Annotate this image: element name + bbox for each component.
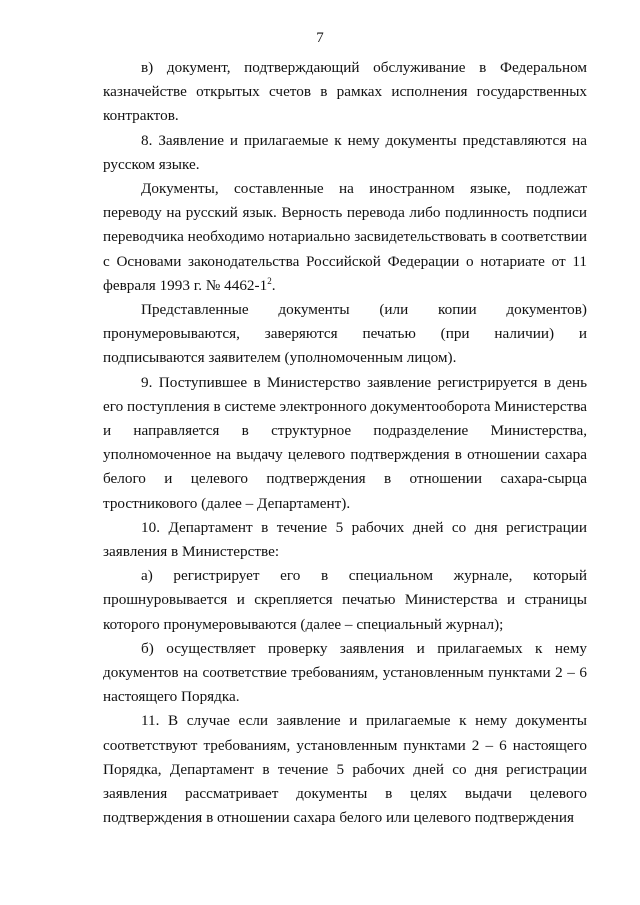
paragraph-8-language: 8. Заявление и прилагаемые к нему документы представляются на русском языке.: [103, 131, 587, 173]
paragraph-11-review: 11. В случае если заявление и прилагаемые к нему документы соответствуют требованиям, установленным пунктами 2 – 6 настоящего Порядка, Департамент в течение 5 рабочих дней со дня регистрации заявления рассматривает документы в целях выдачи целевого подтверждения в отношении сахара белого или целевого подтверждения: [103, 712, 587, 827]
paragraph-translation-text: Документы, составленные на иностранном языке, подлежат переводу на русский язык. Верность перевода либо подлинность подписи переводчика необходимо нотариально засвидетельствовать в соответствии с Основами законодательства Российской Федерации о нотариате от 11 февраля 1993 г. № 4462-1: [103, 180, 587, 294]
paragraph-translation: [103, 177, 587, 298]
paragraph-v-document: в) документ, подтверждающий обслуживание в Федеральном казначействе открытых счетов в рамках исполнения государственных контрактов.: [103, 59, 587, 125]
document-body: [103, 56, 587, 831]
paragraph-10-department: 10. Департамент в течение 5 рабочих дней со дня регистрации заявления в Министерстве:: [103, 518, 587, 561]
paragraph-9-registration: 9. Поступившее в Министерство заявление регистрируется в день его поступления в системе электронного документооборота Министерства и направляется в структурное подразделение Министерства, уполномоченное на выдачу целевого подтверждения в отношении сахара белого и целевого подтверждения в отношении сахара-сырца тростникового (далее – Департамент).: [103, 373, 587, 512]
footnote-reference: 2: [267, 275, 272, 286]
page-number: 7: [316, 30, 324, 46]
paragraph-numbering: Представленные документы (или копии документов) пронумеровываются, заверяются печатью (при наличии) и подписываются заявителем (уполномоченным лицом).: [103, 301, 587, 367]
paragraph-b-verification: б) осуществляет проверку заявления и прилагаемых к нему документов на соответствие требованиям, установленным пунктами 2 – 6 настоящего Порядка.: [103, 639, 587, 706]
paragraph-a-journal: а) регистрирует его в специальном журнале, который прошнуровывается и скрепляется печатью Министерства и страницы которого пронумеровываются (далее – специальный журнал);: [103, 567, 587, 633]
paragraph-translation-end: .: [271, 276, 276, 294]
